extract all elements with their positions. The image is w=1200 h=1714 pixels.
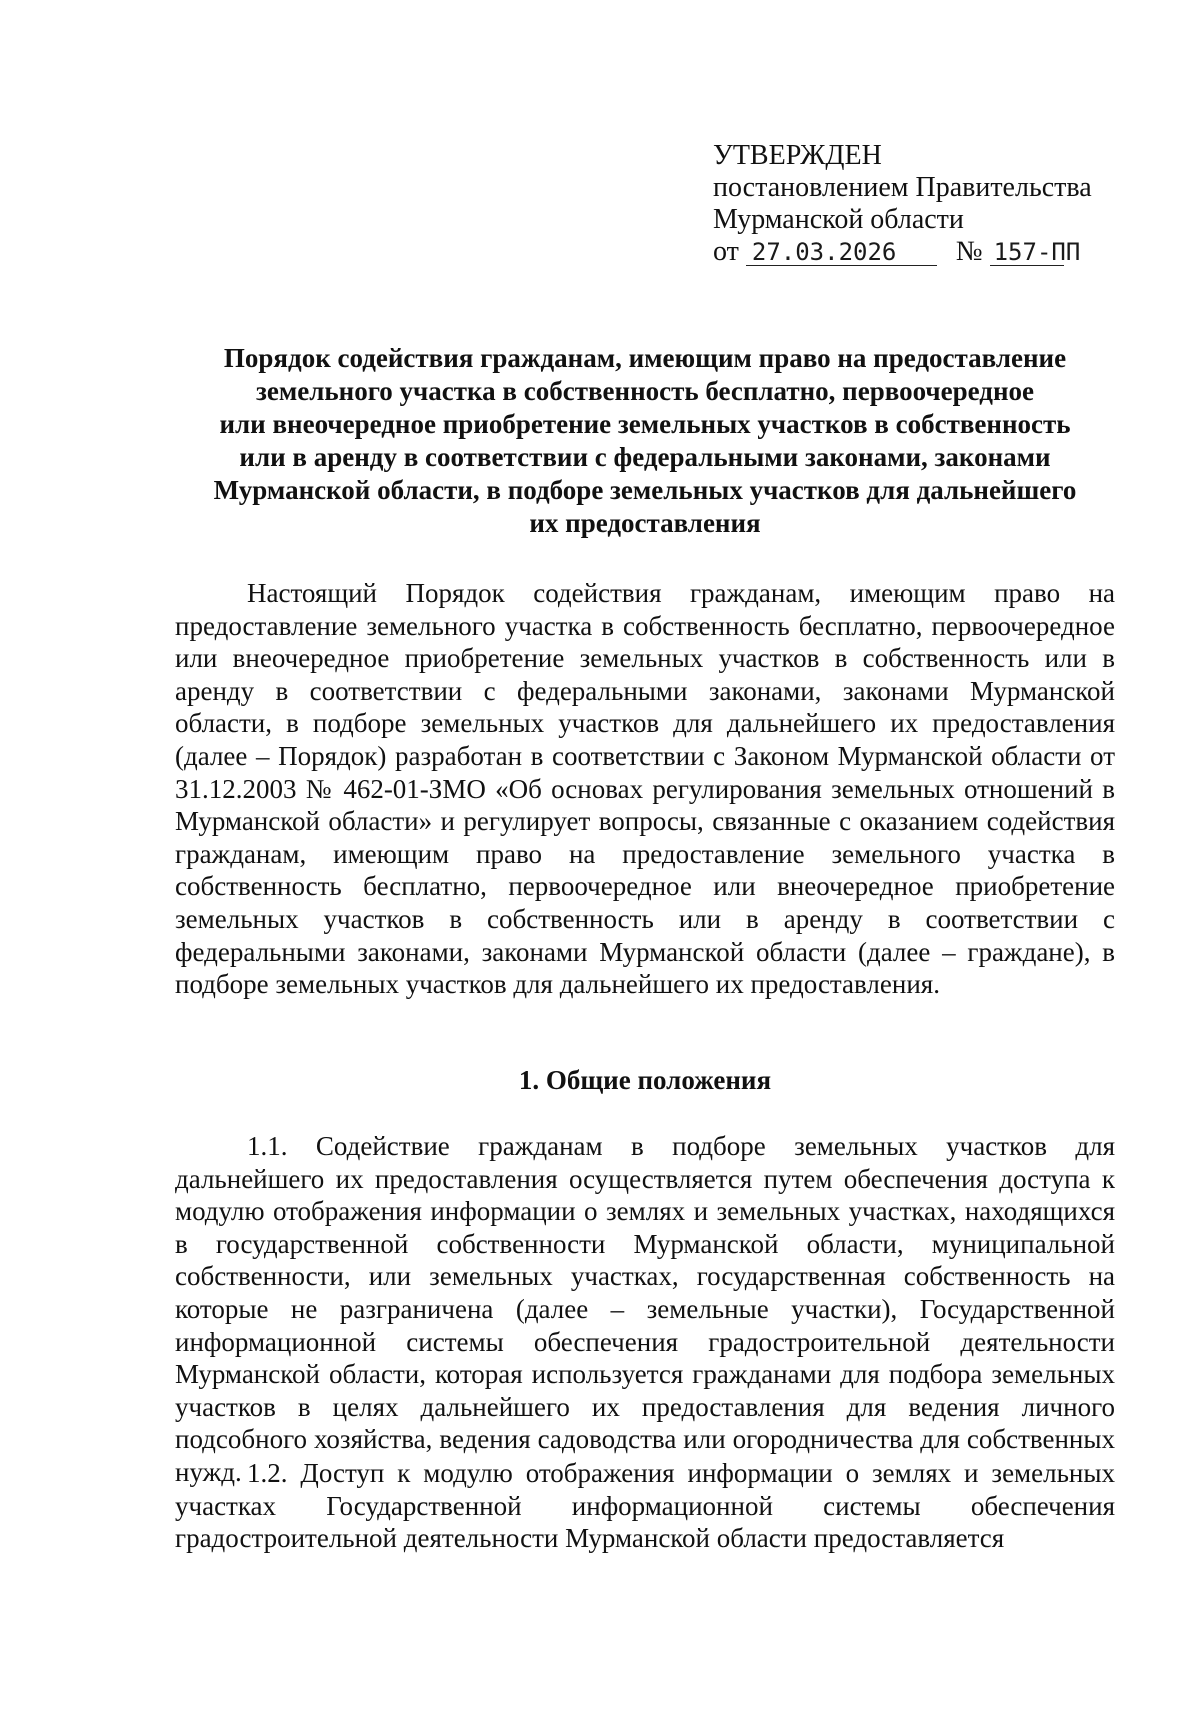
approval-heading: УТВЕРЖДЕН (713, 140, 882, 171)
approval-line-2: Мурманской области (713, 204, 964, 235)
title-line: Порядок содействия гражданам, имеющим право на предоставление (223, 343, 1067, 373)
paragraph-1-2: 1.2. Доступ к модулю отображения информации о землях и земельных участках Государственной информационной системы обеспечения градостроительной деятельности Мурманской области предоставляется (175, 1458, 1115, 1554)
title-line: или в аренду в соответствии с федеральными законами, законами (239, 442, 1051, 472)
approval-number: 157-ПП (990, 239, 1064, 266)
section-1-heading: 1. Общие положения (518, 1065, 772, 1095)
approval-date-line (713, 236, 1092, 268)
approval-date: 27.03.2026 (746, 239, 937, 266)
title-line: земельного участка в собственность бесплатно, первоочередное (256, 376, 1034, 406)
approval-line-1: постановлением Правительства (713, 172, 1092, 203)
title-line: их предоставления (529, 508, 761, 538)
intro-paragraph: Настоящий Порядок содействия гражданам, имеющим право на предоставление земельного участка в собственность бесплатно, первоочередное или внеочередное приобретение земельных участков в собственность или в аренду в соответствии с федеральными законами, законами Мурманской области, в подборе земельных участков для дальнейшего их предоставления (далее – Порядок) разработан в соответствии с Законом Мурманской области от 31.12.2003 № 462-01-ЗМО «Об основах регулирования земельных отношений в Мурманской области» и регулирует вопросы, связанные с оказанием содействия гражданам, имеющим право на предоставление земельного участка в собственность бесплатно, первоочередное или внеочередное приобретение земельных участков в собственность или в аренду в соответствии с федеральными законами, законами Мурманской области (далее – граждане), в подборе земельных участков для дальнейшего их предоставления. (175, 578, 1115, 1000)
title-line: или внеочередное приобретение земельных участков в собственность (219, 409, 1071, 439)
approval-stamp (713, 140, 1092, 268)
title-line: Мурманской области, в подборе земельных участков для дальнейшего (213, 475, 1077, 505)
number-prefix: № (955, 236, 983, 267)
paragraph-1-1: 1.1. Содействие гражданам в подборе земельных участков для дальнейшего их предоставления осуществляется путем обеспечения доступа к модулю отображения информации о землях и земельных участках, находящихся в государственной собственности Мурманской области, муниципальной собственности, или земельных участках, государственная собственность на которые не разграничена (далее – земельные участки), Государственной информационной системы обеспечения градостроительной деятельности Мурманской области, которая используется гражданами для подбора земельных участков в целях дальнейшего их предоставления для ведения личного подсобного хозяйства, ведения садоводства или огородничества для собственных нужд. (175, 1131, 1115, 1487)
document-title (175, 342, 1115, 540)
date-prefix: от (713, 236, 739, 267)
